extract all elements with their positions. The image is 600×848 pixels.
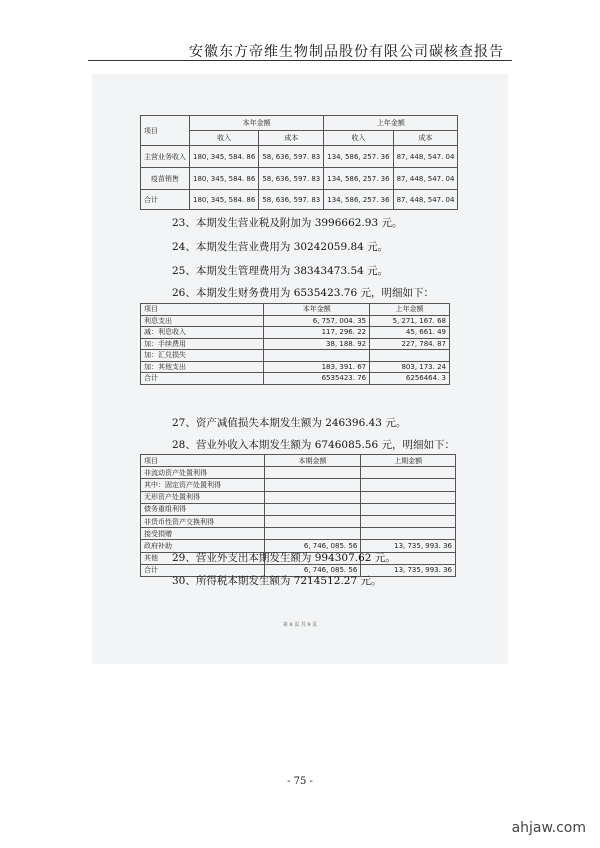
cell-value (361, 515, 456, 527)
finance-expense-table (140, 303, 450, 385)
table-row (141, 146, 458, 168)
row-label: 加：手续费用 (141, 338, 264, 350)
cell-value: 87, 448, 547. 04 (393, 190, 458, 210)
cell-value: 6, 757, 004. 35 (264, 315, 370, 327)
cell-value: 134, 586, 257. 36 (324, 168, 393, 190)
header-cell: 成本 (259, 131, 324, 146)
row-label: 合计 (141, 564, 265, 576)
cell-value: 183, 391. 67 (264, 361, 370, 373)
cell-value: 38, 188. 92 (264, 338, 370, 350)
row-label: 利息支出 (141, 315, 264, 327)
header-cell: 项目 (141, 116, 190, 146)
cell-value (361, 528, 456, 540)
row-label: 无形资产处置利得 (141, 491, 265, 503)
header-cell: 上期金额 (361, 455, 456, 467)
cell-value (370, 350, 450, 362)
row-label: 其他 (141, 552, 265, 564)
cell-value (264, 491, 361, 503)
row-label: 其中：固定资产处置利得 (141, 479, 265, 491)
cell-value: 180, 345, 584. 86 (190, 190, 259, 210)
cell-value (361, 503, 456, 515)
cell-value: 87, 448, 547. 04 (393, 146, 458, 168)
cell-value: 58, 636, 597. 83 (259, 146, 324, 168)
cell-value: 803, 173. 24 (370, 361, 450, 373)
cell-value: 134, 586, 257. 36 (324, 190, 393, 210)
cell-value: 13, 735, 993. 36 (361, 540, 456, 552)
cell-value: 5, 271, 167. 68 (370, 315, 450, 327)
header-cell: 项目 (141, 455, 265, 467)
row-label: 减：利息收入 (141, 327, 264, 339)
row-label: 接受捐赠 (141, 528, 265, 540)
row-label: 加：其他支出 (141, 361, 264, 373)
row-label: 主营业务收入 (141, 146, 190, 168)
header-cell: 上年金额 (370, 304, 450, 316)
cell-value: 6535423. 76 (264, 373, 370, 385)
header-cell: 本年金额 (264, 304, 370, 316)
header-cell: 本年金额 (190, 116, 324, 131)
cell-value (264, 467, 361, 479)
row-label: 合计 (141, 190, 190, 210)
header-cell: 收入 (190, 131, 259, 146)
row-label: 合计 (141, 373, 264, 385)
cell-value: 13, 735, 993. 36 (361, 564, 456, 576)
note-26: 26、本期发生财务费用为 6535423.76 元，明细如下： (172, 287, 434, 299)
table-row (141, 528, 456, 540)
cell-value: 134, 586, 257. 36 (324, 146, 393, 168)
table-row (141, 503, 456, 515)
header-cell: 成本 (393, 131, 458, 146)
cell-value (361, 479, 456, 491)
note-24: 24、本期发生营业费用为 30242059.84 元。 (172, 241, 389, 253)
revenue-table (140, 115, 458, 210)
cell-value (264, 503, 361, 515)
cell-value: 227, 784. 87 (370, 338, 450, 350)
row-label: 疫苗销售 (141, 168, 190, 190)
cell-value (264, 528, 361, 540)
table-row (141, 455, 456, 467)
table-row (141, 373, 450, 385)
cell-value: 117, 296. 22 (264, 327, 370, 339)
header-cell: 本期金额 (264, 455, 361, 467)
report-title: 安徽东方帝维生物制品股份有限公司碳核查报告 (189, 44, 504, 60)
cell-value (361, 467, 456, 479)
row-label: 政府补助 (141, 540, 265, 552)
cell-value: 6256464. 3 (370, 373, 450, 385)
row-label: 非流动资产处置利得 (141, 467, 265, 479)
cell-value: 180, 345, 584. 86 (190, 146, 259, 168)
cell-value (264, 350, 370, 362)
note-25: 25、本期发生管理费用为 38343473.54 元。 (172, 265, 389, 277)
table-row (141, 479, 456, 491)
row-label: 加：汇兑损失 (141, 350, 264, 362)
cell-value (361, 491, 456, 503)
table-row (141, 315, 450, 327)
note-28: 28、营业外收入本期发生额为 6746085.56 元，明细如下： (172, 439, 455, 451)
cell-value (264, 479, 361, 491)
table-row (141, 304, 450, 316)
note-23: 23、本期发生营业税及附加为 3996662.93 元。 (172, 217, 403, 229)
table-row (141, 491, 456, 503)
note-27: 27、资产减值损失本期发生额为 246396.43 元。 (172, 417, 407, 429)
cell-value: 45, 661. 49 (370, 327, 450, 339)
cell-value: 6, 746, 085. 56 (264, 540, 361, 552)
table-row (141, 338, 450, 350)
header-cell: 上年金额 (324, 116, 458, 131)
note-29: 29、营业外支出本期发生额为 994307.62 元。 (172, 552, 396, 564)
table-row (141, 190, 458, 210)
header-rule (88, 60, 512, 61)
cell-value: 58, 636, 597. 83 (259, 190, 324, 210)
header-cell: 项目 (141, 304, 264, 316)
cell-value: 87, 448, 547. 04 (393, 168, 458, 190)
cell-value: 58, 636, 597. 83 (259, 168, 324, 190)
cell-value: 180, 345, 584. 86 (190, 168, 259, 190)
page-number: - 75 - (287, 776, 313, 787)
table-row (141, 361, 450, 373)
inner-page-indicator: 第 8 页 共 9 页 (282, 622, 318, 628)
table-row (141, 350, 450, 362)
table-row (141, 467, 456, 479)
row-label: 债务重组利得 (141, 503, 265, 515)
cell-value: 6, 746, 085. 56 (264, 564, 361, 576)
note-30: 30、所得税本期发生额为 7214512.27 元。 (172, 575, 382, 587)
site-watermark: ahjaw.com (511, 820, 586, 836)
table-row (141, 168, 458, 190)
cell-value (264, 515, 361, 527)
header-cell: 收入 (324, 131, 393, 146)
row-label: 非货币性资产交换利得 (141, 515, 265, 527)
table-row (141, 515, 456, 527)
table-row (141, 327, 450, 339)
